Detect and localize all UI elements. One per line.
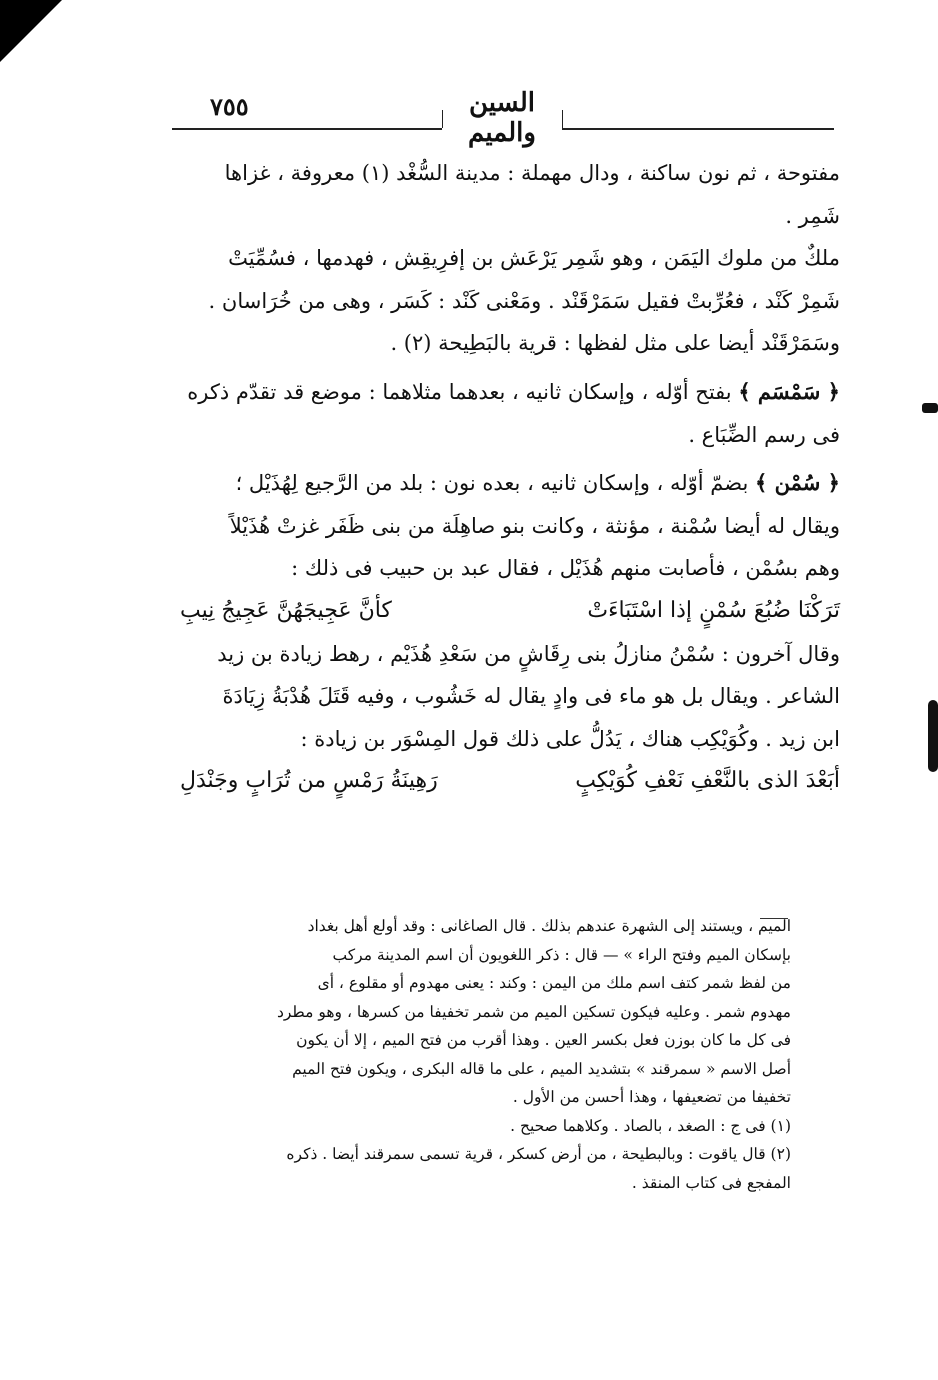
page-number: ٧٥٥ — [210, 92, 249, 121]
entry-text: بضمّ أوّله ، وإسكان ثانيه ، بعده نون : بلد من الرَّجيع لِهُذَيْل ؛ — [235, 471, 749, 496]
header-rule-divider — [442, 110, 443, 128]
footnote-line: أصل الاسم « سمرقند » بتشديد الميم ، على ما قاله البكرى ، ويكون فتح الميم — [292, 1059, 791, 1078]
verse-hemistich-second: رَهِينَةُ رَمْسٍ من تُرَابٍ وجَنْدَلِ — [180, 768, 438, 794]
footnote-line: بإسكان الميم وفتح الراء » — قال : ذكر اللغويون أن اسم المدينة مركب — [332, 945, 791, 964]
page-header — [172, 80, 834, 148]
verse-line — [180, 760, 840, 803]
verse-hemistich-first: أبَعْدَ الذى بالنَّعْفِ نَعْفِ كُوَيْكِبٍ — [575, 768, 840, 794]
footnote-line: من لفظ شمر كتف اسم ملك من اليمن : وكند : يعنى مهدوم أو مقلوع ، أى — [317, 974, 791, 992]
footnote-2: (٢) قال ياقوت : وبالبطيحة ، من أرض كسكر ، قرية تسمى سمرقند أيضا . ذكره — [286, 1145, 791, 1163]
header-rule-left — [172, 128, 442, 130]
running-title: السين والميم — [468, 88, 536, 148]
text-line: وهم بسُمْن ، فأصابت منهم هُذَيْل ، فقال عبد بن حبيب فى ذلك : — [291, 556, 840, 581]
text-line: وقال آخرون : سُمْنُ منازلُ بنى رِقَاشٍ من سَعْدِ هُذَيْم ، رهط زيادة بن زيد — [217, 641, 840, 666]
entry-headword: ﴿ سَمْسَم ﴾ — [738, 378, 840, 404]
footnote-line: فى كل ما كان بوزن فعل بكسر العين . وهذا أقرب من فتح الميم ، إلا أن يكون — [296, 1031, 791, 1049]
verse-line — [180, 590, 840, 633]
text-line: الشاعر . ويقال بل هو ماء فى وادٍ يقال له خَشُوب ، وفيه قَتَلَ هُدْبَةُ زِيَادَةَ — [222, 684, 840, 709]
header-rule-divider-2 — [562, 110, 563, 128]
scan-corner-mark — [0, 0, 62, 62]
footnotes — [183, 912, 791, 1197]
verse-hemistich-second: كأنَّ عَجِيجَهُنَّ عَجِيجُ نِيبِ — [180, 597, 392, 623]
scan-edge-mark-right — [928, 700, 938, 772]
footnote-line: مهدوم شمر . وعليه فيكون تسكين الميم من شمر تخفيفا من كسرها ، وهو مطرد — [276, 1002, 791, 1021]
entry-sumn — [180, 462, 840, 505]
text-line: فى رسم الضِّبَاع . — [688, 422, 840, 447]
footnote-line: المفجع فى كتاب المنقذ . — [631, 1173, 791, 1192]
header-rule-right — [562, 128, 834, 130]
entry-headword: ﴿ سُمْن ﴾ — [755, 470, 840, 496]
entry-text: بفتح أوّله ، وإسكان ثانيه ، بعدهما مثلاهما : موضع قد تقدّم ذكره — [187, 379, 732, 404]
entry-samsam — [180, 371, 840, 414]
footnote-1: (١) فى ج : الصغد ، بالصاد . وكلاهما صحيح . — [510, 1116, 791, 1135]
verse-hemistich-first: تَرَكْنَا ضُبُعَ سُمْنٍ إذا اسْتَبَاءَتْ — [587, 597, 840, 623]
text-line: ابن زيد . وكُوَيْكِب هناك ، يَدُلُّ على ذلك قول المِسْوَر بن زيادة : — [300, 726, 840, 751]
text-line: ملكٌ من ملوك اليَمَن ، وهو شَمِر يَرْعَش بن إفرِيقِش ، فهدمها ، فسُمِّيَتْ — [228, 246, 840, 271]
footnote-line: تخفيفا من تضعيفها ، وهذا أحسن من الأول . — [512, 1088, 791, 1106]
footnote-line: الميم ، ويستند إلى الشهرة عندهم بذلك . قال الصاغانى : وقد أولع أهل بغداد — [307, 917, 791, 935]
text-line: وسَمَرْقَنْد أيضا على مثل لفظها : قرية بالبَطِيحة (٢) . — [390, 331, 840, 356]
text-line: شَمِرْ كَنْد ، فعُرِّبتْ فقيل سَمَرْقَنْد . ومَعْنى كَنْد : كَسَر ، وهى من خُرَاسان . — [208, 288, 840, 313]
main-text — [180, 152, 840, 803]
text-line: ويقال له أيضا سُمْنة ، مؤنثة ، وكانت بنو صاهِلَة من بنى ظَفَر غزتْ هُذَيْلاً — [229, 513, 840, 538]
text-line: مفتوحة ، ثم نون ساكنة ، ودال مهملة : مدينة السُّغْد (١) معروفة ، غزاها شَمِر . — [224, 161, 840, 228]
scan-edge-mark — [922, 403, 938, 413]
